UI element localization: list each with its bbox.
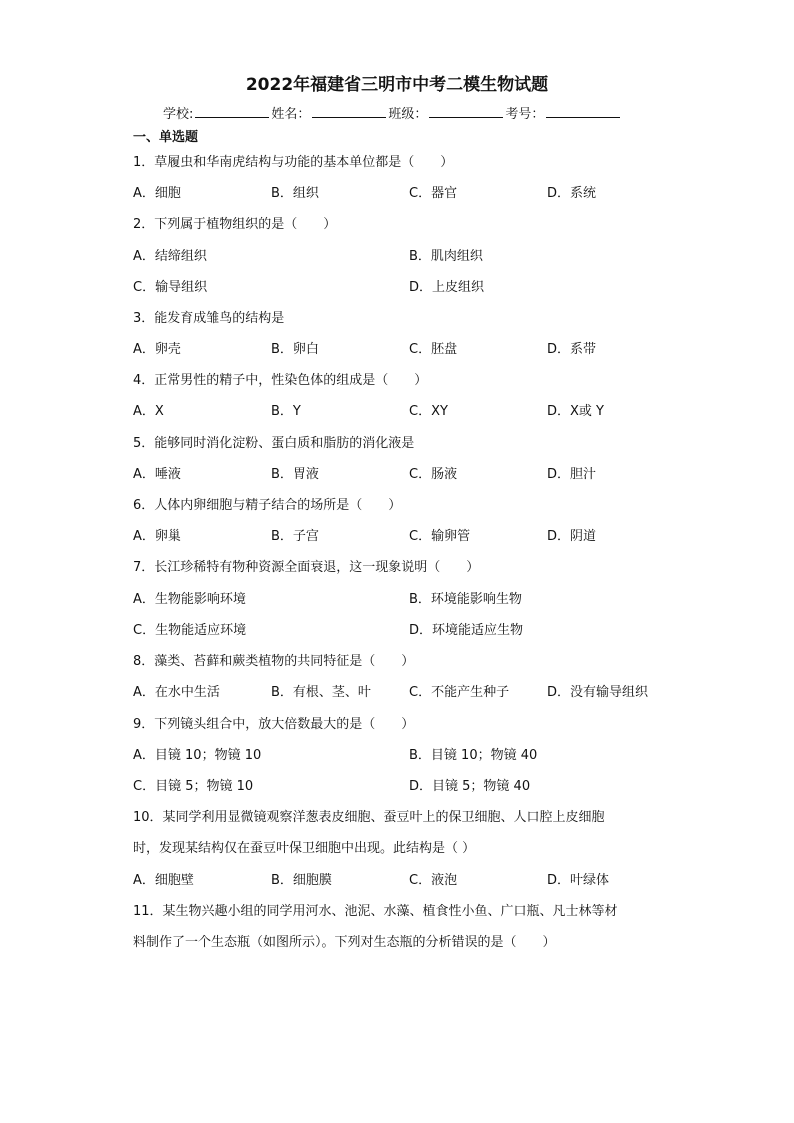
exam-no-blank[interactable] bbox=[546, 105, 620, 118]
question-1-option-a: A．细胞 bbox=[133, 186, 181, 201]
question-1-option-c: C．器官 bbox=[409, 186, 458, 201]
question-7-option-d: D．环境能适应生物 bbox=[409, 623, 524, 638]
question-3-option-b: B．卵白 bbox=[271, 342, 319, 357]
question-6-option-b: B．子宫 bbox=[271, 529, 319, 544]
question-9-option-c: C．目镜 5；物镜 10 bbox=[133, 779, 254, 794]
question-4-option-d: D．X或 Y bbox=[547, 404, 604, 419]
question-9-stem: 9．下列镜头组合中，放大倍数最大的是（ ） bbox=[133, 717, 415, 732]
question-5-option-d: D．胆汁 bbox=[547, 467, 597, 482]
question-8-option-b: B．有根、茎、叶 bbox=[271, 685, 371, 700]
section-title: 一、单选题 bbox=[133, 130, 199, 145]
question-9-option-d: D．目镜 5；物镜 40 bbox=[409, 779, 531, 794]
question-6-option-a: A．卵巢 bbox=[133, 529, 181, 544]
question-1-stem: 1．草履虫和华南虎结构与功能的基本单位都是（ ） bbox=[133, 155, 454, 170]
question-4-option-b: B．Y bbox=[271, 404, 301, 419]
question-6-option-d: D．阴道 bbox=[547, 529, 597, 544]
question-11-stem: 11．某生物兴趣小组的同学用河水、池泥、水藻、植食性小鱼、广口瓶、凡士林等材 bbox=[133, 904, 618, 919]
question-4-option-c: C．XY bbox=[409, 404, 448, 419]
question-2-option-d: D．上皮组织 bbox=[409, 280, 485, 295]
class-blank[interactable] bbox=[429, 105, 503, 118]
question-8-stem: 8．藻类、苔藓和蕨类植物的共同特征是（ ） bbox=[133, 654, 415, 669]
question-10-stem: 10．某同学利用显微镜观察洋葱表皮细胞、蚕豆叶上的保卫细胞、人口腔上皮细胞 bbox=[133, 810, 605, 825]
class-label: 班级： bbox=[388, 107, 428, 122]
student-info-line bbox=[163, 103, 622, 122]
question-5-option-a: A．唾液 bbox=[133, 467, 181, 482]
exam-no-label: 考号： bbox=[505, 107, 545, 122]
name-label: 姓名： bbox=[271, 107, 311, 122]
question-2-stem: 2．下列属于植物组织的是（ ） bbox=[133, 217, 337, 232]
name-blank[interactable] bbox=[312, 105, 386, 118]
exam-title: 2022年福建省三明市中考二模生物试题 bbox=[245, 75, 549, 95]
question-4-option-a: A．X bbox=[133, 404, 164, 419]
question-10-stem-continued: 时，发现某结构仅在蚕豆叶保卫细胞中出现。此结构是（ ） bbox=[133, 841, 476, 856]
question-10-option-b: B．细胞膜 bbox=[271, 873, 332, 888]
question-10-option-c: C．液泡 bbox=[409, 873, 458, 888]
question-8-option-c: C．不能产生种子 bbox=[409, 685, 510, 700]
school-label: 学校: bbox=[163, 107, 194, 122]
question-10-option-d: D．叶绿体 bbox=[547, 873, 610, 888]
question-7-option-a: A．生物能影响环境 bbox=[133, 592, 246, 607]
question-3-stem: 3．能发育成雏鸟的结构是 bbox=[133, 311, 285, 326]
question-9-option-a: A．目镜 10；物镜 10 bbox=[133, 748, 262, 763]
question-2-option-c: C．输导组织 bbox=[133, 280, 208, 295]
question-8-option-d: D．没有输导组织 bbox=[547, 685, 649, 700]
question-3-option-a: A．卵壳 bbox=[133, 342, 181, 357]
question-7-option-c: C．生物能适应环境 bbox=[133, 623, 247, 638]
question-7-stem: 7．长江珍稀特有物种资源全面衰退，这一现象说明（ ） bbox=[133, 560, 480, 575]
question-5-option-b: B．胃液 bbox=[271, 467, 319, 482]
question-5-option-c: C．肠液 bbox=[409, 467, 458, 482]
question-9-option-b: B．目镜 10；物镜 40 bbox=[409, 748, 538, 763]
question-2-option-b: B．肌肉组织 bbox=[409, 249, 483, 264]
question-5-stem: 5．能够同时消化淀粉、蛋白质和脂肪的消化液是 bbox=[133, 436, 415, 451]
question-4-stem: 4．正常男性的精子中，性染色体的组成是（ ） bbox=[133, 373, 428, 388]
question-3-option-d: D．系带 bbox=[547, 342, 597, 357]
question-3-option-c: C．胚盘 bbox=[409, 342, 458, 357]
question-1-option-d: D．系统 bbox=[547, 186, 597, 201]
question-1-option-b: B．组织 bbox=[271, 186, 319, 201]
question-2-option-a: A．结缔组织 bbox=[133, 249, 207, 264]
question-6-option-c: C．输卵管 bbox=[409, 529, 471, 544]
question-6-stem: 6．人体内卵细胞与精子结合的场所是（ ） bbox=[133, 498, 402, 513]
question-11-stem-continued: 料制作了一个生态瓶（如图所示）。下列对生态瓶的分析错误的是（ ） bbox=[133, 935, 556, 950]
question-7-option-b: B．环境能影响生物 bbox=[409, 592, 522, 607]
question-10-option-a: A．细胞壁 bbox=[133, 873, 194, 888]
question-8-option-a: A．在水中生活 bbox=[133, 685, 220, 700]
school-blank[interactable] bbox=[195, 105, 269, 118]
